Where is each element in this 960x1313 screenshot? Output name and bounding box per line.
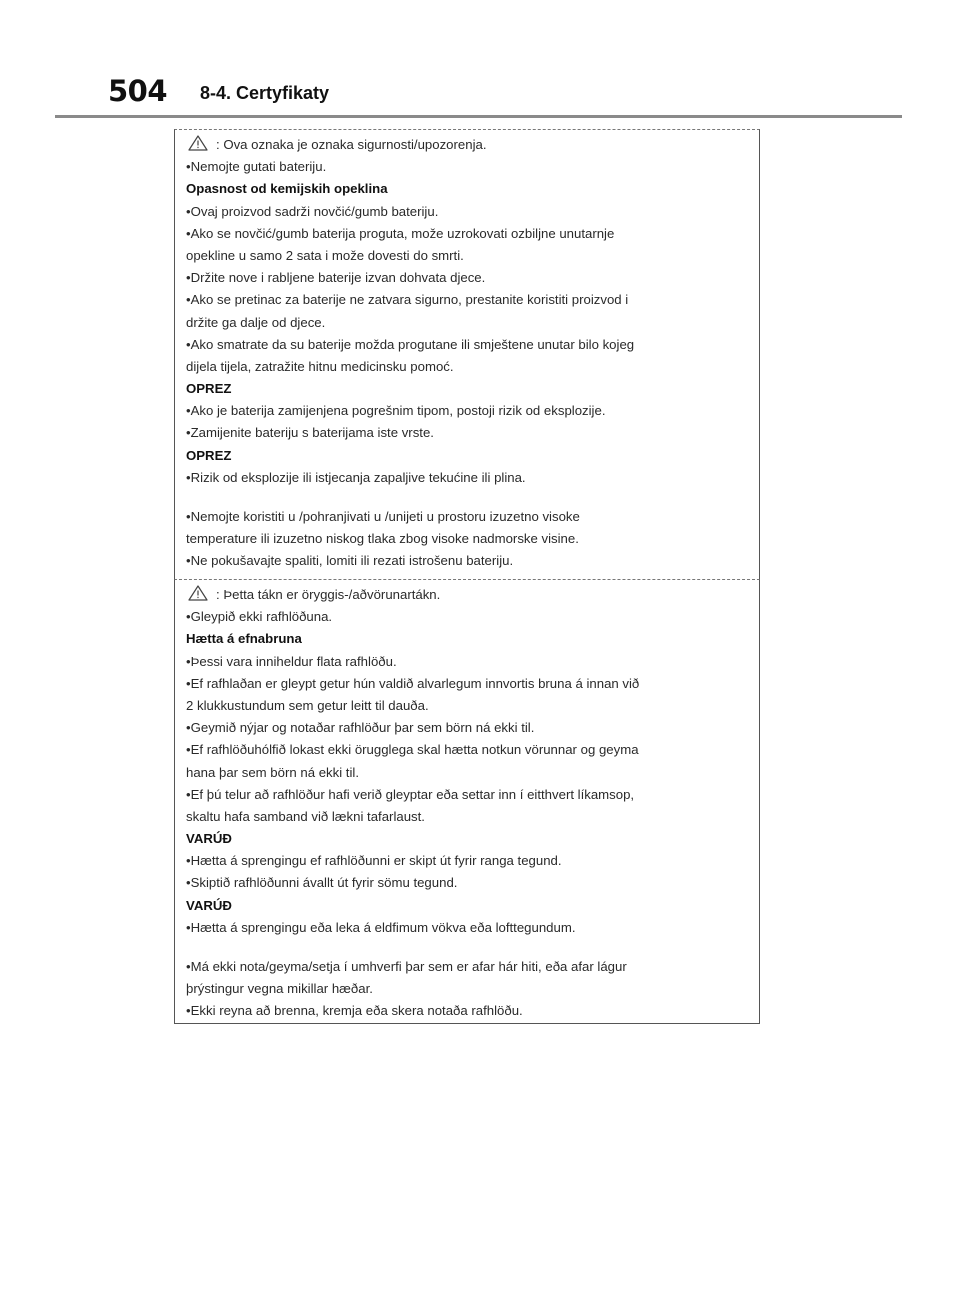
text-line: •Má ekki nota/geyma/setja í umhverfi þar sem er afar hár hiti, eða afar lágur [186,959,627,974]
text-line: •Gleypið ekki rafhlöðuna. [186,609,333,625]
caution-heading: OPREZ [186,381,232,397]
text-line: •Zamijenite bateriju s baterijama iste vrste. [186,425,434,441]
text-line: •Nemojte koristiti u /pohranjivati u /unijeti u prostoru izuzetno visoke [186,509,580,524]
text-line: •Skiptið rafhlöðunni ávallt út fyrir sömu tegund. [186,875,458,891]
text-line: •Ako smatrate da su baterije možda progutane ili smještene unutar bilo kojeg [186,336,635,352]
section-heading: Hætta á efnabruna [186,631,302,647]
text-line: •Hætta á sprengingu eða leka á eldfimum vökva eða lofttegundum. [186,919,576,935]
text-line: •Rizik od eksplozije ili istjecanja zapaljive tekućine ili plina. [186,469,526,485]
warning-label-line [186,134,749,156]
text-line: •Ne pokušavajte spaliti, lomiti ili rezati istrošenu bateriju. [186,553,514,569]
warning-label-text: : Ova oznaka je oznaka sigurnosti/upozorenja. [216,137,487,152]
caution-heading: VARÚÐ [186,897,232,913]
text-line: •Nemojte gutati bateriju. [186,159,327,175]
text-line: þrýstingur vegna mikillar hæðar. [186,981,373,997]
text-line: skaltu hafa samband við lækni tafarlaust. [186,808,425,824]
page-number: 504 [108,74,168,108]
warning-triangle-icon [188,135,208,151]
text-line: držite ga dalje od djece. [186,314,326,330]
spacer [186,489,749,506]
text-line: •Ako se novčić/gumb baterija proguta, može uzrokovati ozbiljne unutarnje [186,225,615,241]
text-line: •Ef rafhlöðuhólfið lokast ekki örugglega skal hætta notkun vörunnar og geyma [186,742,639,758]
text-line: opekline u samo 2 sata i može dovesti do smrti. [186,247,464,263]
text-line: •Ef þú telur að rafhlöður hafi verið gleyptar eða settar inn í eitthvert líkamsop, [186,786,635,802]
text-line: •Þessi vara inniheldur flata rafhlöðu. [186,653,397,669]
text-line: •Geymið nýjar og notaðar rafhlöður þar sem börn ná ekki til. [186,720,535,736]
text-line: 2 klukkustundum sem getur leitt til dauða. [186,697,429,713]
warning-box-icelandic [174,579,760,1024]
text-line: •Držite nove i rabljene baterije izvan dohvata djece. [186,270,486,286]
text-line: •Ako se pretinac za baterije ne zatvara sigurno, prestanite koristiti proizvod i [186,292,629,308]
caution-heading: VARÚÐ [186,831,232,847]
caution-heading: OPREZ [186,447,232,463]
text-line: •Ekki reyna að brenna, kremja eða skera notaða rafhlöðu. [186,1003,523,1019]
text-line: •Ef rafhlaðan er gleypt getur hún valdið alvarlegum innvortis bruna á innan við [186,675,640,691]
header-divider [55,115,902,118]
warning-box-croatian [174,129,760,579]
warning-label-text: : Þetta tákn er öryggis-/aðvörunartákn. [216,587,441,602]
warning-label-line [186,584,749,606]
text-line: hana þar sem börn ná ekki til. [186,764,359,780]
text-line: temperature ili izuzetno niskog tlaka zbog visoke nadmorske visine. [186,531,579,547]
section-title: 8-4. Certyfikaty [200,83,330,103]
section-heading: Opasnost od kemijskih opeklina [186,181,388,197]
text-line: dijela tijela, zatražite hitnu medicinsku pomoć. [186,358,454,374]
text-line: •Ako je baterija zamijenjena pogrešnim tipom, postoji rizik od eksplozije. [186,403,606,419]
warning-triangle-icon [188,585,208,601]
page-header [0,0,960,118]
spacer [186,939,749,956]
text-line: •Ovaj proizvod sadrži novčić/gumb bateriju. [186,203,439,219]
text-line: •Hætta á sprengingu ef rafhlöðunni er skipt út fyrir ranga tegund. [186,853,562,869]
